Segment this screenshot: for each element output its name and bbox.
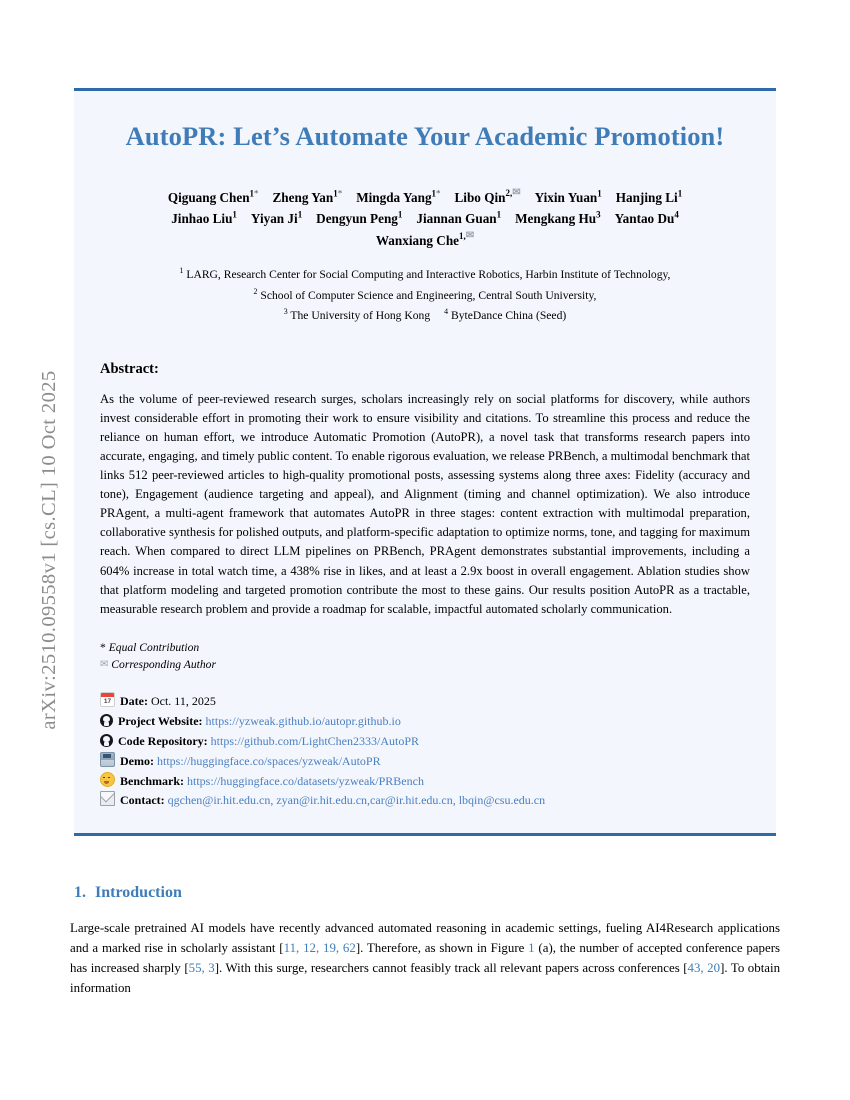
affiliation-number: 1 (179, 266, 184, 276)
page-title: AutoPR: Let’s Automate Your Academic Promotion! (125, 121, 725, 151)
citation-link[interactable]: 55, 3 (188, 961, 215, 975)
author-name: Qiguang Chen$^{1*}$ (167, 188, 259, 205)
calendar-icon (100, 692, 115, 707)
author-name: Zheng Yan$^{1*}$ (272, 188, 343, 205)
affiliation-text: ByteDance China (Seed) (448, 309, 567, 323)
citation-link[interactable]: 11, 12, 19, 62 (283, 941, 356, 955)
author-name: Yiyan Ji$^1$ (250, 209, 303, 227)
resource-link-label: Contact: (120, 793, 165, 808)
author-affiliation-marker: 1* (249, 188, 259, 199)
resource-link-row (100, 791, 750, 811)
affiliation-number: 4 (444, 307, 449, 317)
author-affiliation-marker: 1 (496, 209, 502, 220)
resource-link-label: Demo: (120, 753, 154, 768)
resource-link-row (100, 692, 750, 712)
author-row (96, 187, 754, 208)
author-row (96, 208, 754, 229)
author-affiliation-marker: 1 (677, 188, 683, 199)
arxiv-stamp: arXiv:2510.09558v1 [cs.CL] 10 Oct 2025 (38, 370, 60, 730)
resource-link-row (100, 732, 750, 752)
author-name: Hanjing Li$^1$ (615, 188, 683, 205)
resource-link-list (74, 692, 776, 811)
affiliation-row (100, 286, 750, 307)
resource-link-row (100, 772, 750, 792)
equal-contribution-marker: * (337, 188, 343, 199)
affiliation-row (100, 265, 750, 286)
author-name: Jiannan Guan$^1$ (416, 209, 502, 227)
footnote-row (100, 656, 750, 674)
envelope-icon: ✉ (100, 659, 109, 671)
paragraph-text: (a), the number of accepted conference papers has increased sharply [ (70, 941, 781, 975)
author-name: Mingda Yang$^{1*}$ (356, 188, 441, 205)
footnote-text: Corresponding Author (108, 658, 216, 672)
author-affiliation-marker: 1* (431, 188, 441, 199)
affiliation-number: 2 (253, 286, 258, 296)
github-icon (100, 714, 113, 727)
affiliation-text: School of Computer Science and Engineering, Central South University, (257, 288, 597, 302)
paragraph-text: ]. Therefore, as shown in Figure (355, 941, 529, 955)
mail-icon (100, 791, 115, 806)
footnote-row (100, 639, 750, 657)
introduction-paragraph (70, 918, 780, 998)
title-abstract-box (74, 88, 776, 836)
resource-link-url[interactable]: qgchen@ir.hit.edu.cn, zyan@ir.hit.edu.cn,car@ir.hit.edu.cn, lbqin@csu.edu.cn (167, 793, 546, 808)
author-name: Yixin Yuan$^1$ (534, 188, 602, 205)
citation-link[interactable]: 1 (528, 941, 535, 955)
paragraph-text: ]. To obtain information (70, 961, 781, 995)
author-affiliation-marker: 1,✉ (459, 230, 475, 242)
resource-link-url[interactable]: https://huggingface.co/datasets/yzweak/PRBench (187, 773, 424, 788)
paragraph-text: ]. With this surge, researchers cannot feasibly track all relevant papers across conferences [ (214, 961, 688, 975)
abstract-body: As the volume of peer-reviewed research surges, scholars increasingly rely on social platforms for discovery, while authors invest considerable effort in promoting their work to ensure visibility and citations. To streamline this process and reduce the reliance on human effort, we introduce Automatic Promotion (AutoPR), a novel task that transforms research papers into accurate, engaging, and timely public content. To enable rigorous evaluation, we release PRBench, a multimodal benchmark that links 512 peer-reviewed articles to high-quality promotional posts, assessing systems along three axes: Fidelity (accuracy and tone), Engagement (audience targeting and appeal), and Alignment (timing and channel optimization). We also introduce PRAgent, a multi-agent framework that automates AutoPR in three stages: content extraction with multimodal preparation, collaborative synthesis for polished outputs, and platform-specific adaptation to optimize norms, tone, and tagging for maximum reach. When compared to direct LLM pipelines on PRBench, PRAgent demonstrates substantial improvements, including a 604% increase in total watch time, a 438% rise in likes, and at least a 2.9x boost in overall engagement. Ablation studies show that platform modeling and targeted promotion contribute the most to these gains. Our results position AutoPR as a tractable, measurable research problem and provide a roadmap for scalable, impactful automated scholarly communication. (100, 391, 750, 616)
affiliation-text: LARG, Research Center for Social Computing and Interactive Robotics, Harbin Institute of Technology, (183, 267, 671, 281)
resource-link-row (100, 752, 750, 772)
author-name: Jinhao Liu$^1$ (171, 209, 237, 227)
author-affiliation-marker: 1 (397, 209, 403, 220)
section-title: Introduction (95, 884, 182, 901)
equal-contribution-marker: * (254, 188, 259, 199)
author-list (74, 187, 776, 251)
affiliation-list (74, 265, 776, 327)
author-affiliation-marker: 2,✉ (505, 187, 521, 199)
equal-contribution-marker: * (100, 640, 106, 654)
author-name: Wanxiang Che$^{1,✉}$ (375, 230, 475, 248)
abstract-heading: Abstract: (100, 360, 159, 377)
author-name: Yantao Du$^4$ (614, 209, 679, 227)
author-affiliation-marker: 1 (297, 209, 303, 220)
author-affiliation-marker: 3 (596, 209, 601, 220)
github-icon (100, 734, 113, 747)
resource-link-label: Code Repository: (118, 733, 208, 748)
resource-link-value: Oct. 11, 2025 (150, 693, 216, 708)
demo-icon (100, 752, 115, 767)
author-affiliation-marker: 1 (232, 209, 237, 220)
footnote-text: Equal Contribution (105, 640, 200, 654)
resource-link-row (100, 712, 750, 732)
author-name: Dengyun Peng$^1$ (316, 209, 403, 227)
citation-link[interactable]: 43, 20 (687, 961, 721, 975)
author-row (96, 230, 754, 251)
section-heading-introduction (74, 884, 182, 902)
author-name: Libo Qin$^{2,✉}$ (454, 187, 521, 205)
affiliation-row (100, 306, 750, 327)
resource-link-label: Project Website: (118, 713, 203, 728)
huggingface-icon (100, 772, 115, 787)
affiliation-number: 3 (283, 307, 288, 317)
equal-contribution-marker: * (436, 188, 441, 199)
resource-link-url[interactable]: https://huggingface.co/spaces/yzweak/AutoPR (156, 753, 381, 768)
footnote-list (74, 639, 776, 674)
author-affiliation-marker: 1* (333, 188, 343, 199)
paragraph-text: Large-scale pretrained AI models have recently advanced automated reasoning in academic settings, fueling AI4Research applications and a marked rise in scholarly assistant [ (70, 921, 780, 955)
author-affiliation-marker: 1 (597, 188, 602, 199)
author-affiliation-marker: 4 (674, 209, 679, 220)
section-number: 1. (74, 884, 86, 901)
resource-link-label: Date: (120, 693, 148, 708)
resource-link-url[interactable]: https://github.com/LightChen2333/AutoPR (210, 733, 419, 748)
affiliation-text: The University of Hong Kong (287, 309, 431, 323)
resource-link-url[interactable]: https://yzweak.github.io/autopr.github.io (205, 713, 401, 728)
resource-link-label: Benchmark: (120, 773, 184, 788)
author-name: Mengkang Hu$^3$ (515, 209, 601, 227)
